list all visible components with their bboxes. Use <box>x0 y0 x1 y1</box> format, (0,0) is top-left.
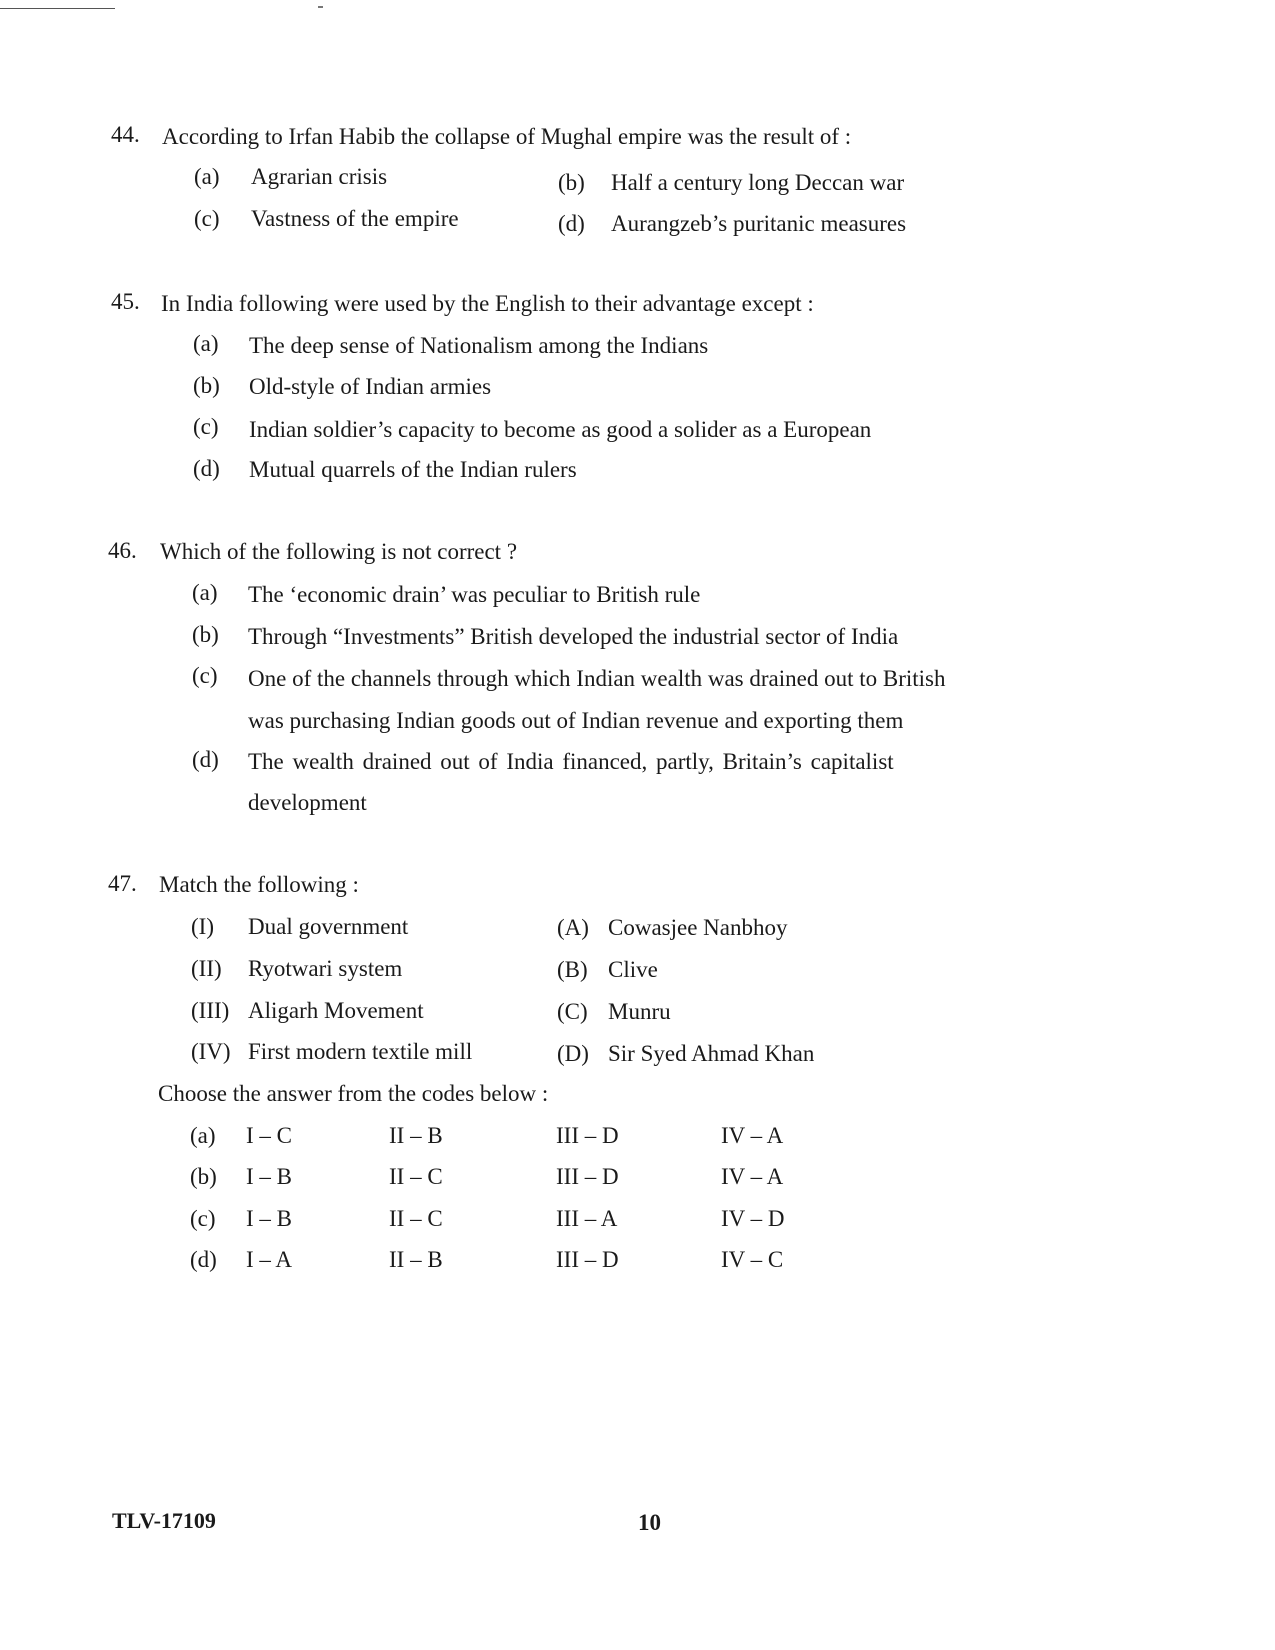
instruction-text: Choose the answer from the codes below : <box>158 1081 549 1106</box>
option-label: (c) <box>192 663 218 688</box>
option-text-line: was purchasing Indian goods out of Indian revenue and exporting them <box>248 708 904 733</box>
page-number: 10 <box>638 1510 661 1535</box>
option-text-line: One of the channels through which Indian wealth was drained out to British <box>248 666 946 691</box>
list-item-label: (B) <box>557 957 588 982</box>
code-cell: I – B <box>246 1206 292 1231</box>
code-label: (a) <box>190 1123 216 1148</box>
code-label: (b) <box>190 1164 217 1189</box>
list-item-label: (D) <box>557 1041 589 1066</box>
question-text: In India following were used by the English to their advantage except : <box>161 291 814 316</box>
code-cell: III – D <box>556 1164 619 1189</box>
question-text: Match the following : <box>159 872 359 897</box>
code-cell: I – C <box>246 1123 292 1148</box>
list-item-text: Aligarh Movement <box>248 998 424 1023</box>
option-label: (a) <box>192 580 218 605</box>
question-text: According to Irfan Habib the collapse of Mughal empire was the result of : <box>162 124 852 149</box>
code-cell: IV – A <box>721 1123 784 1148</box>
top-rule <box>0 8 115 9</box>
question-text: Which of the following is not correct ? <box>160 539 518 564</box>
option-label: (d) <box>192 747 219 772</box>
code-cell: III – A <box>556 1206 618 1231</box>
option-label: (a) <box>194 164 220 189</box>
code-cell: III – D <box>556 1123 619 1148</box>
option-label: (c) <box>193 414 219 439</box>
option-text: The ‘economic drain’ was peculiar to British rule <box>248 582 701 607</box>
question-number: 45. <box>111 289 140 314</box>
code-label: (d) <box>190 1247 217 1272</box>
list-item-text: Dual government <box>248 914 409 939</box>
question-number: 47. <box>108 871 137 896</box>
option-text: Aurangzeb’s puritanic measures <box>611 211 907 236</box>
option-label: (d) <box>558 211 585 236</box>
code-cell: IV – A <box>721 1164 784 1189</box>
list-item-label: (A) <box>557 915 589 940</box>
option-text: Half a century long Deccan war <box>611 170 905 195</box>
option-label: (b) <box>192 622 219 647</box>
option-text: Vastness of the empire <box>251 206 459 231</box>
list-item-label: (I) <box>191 914 214 939</box>
list-item-label: (C) <box>557 999 588 1024</box>
scan-mark <box>318 6 323 8</box>
list-item-text: First modern textile mill <box>248 1039 473 1064</box>
option-text: Mutual quarrels of the Indian rulers <box>249 457 577 482</box>
code-cell: II – B <box>389 1247 443 1272</box>
list-item-text: Munru <box>608 999 671 1024</box>
code-cell: IV – C <box>721 1247 784 1272</box>
option-text: Through “Investments” British developed the industrial sector of India <box>248 624 899 649</box>
code-cell: II – B <box>389 1123 443 1148</box>
option-label: (a) <box>193 331 219 356</box>
option-text: The deep sense of Nationalism among the Indians <box>249 333 709 358</box>
list-item-text: Clive <box>608 957 658 982</box>
code-cell: II – C <box>389 1164 443 1189</box>
code-cell: I – A <box>246 1247 292 1272</box>
question-number: 46. <box>108 538 137 563</box>
list-item-text: Cowasjee Nanbhoy <box>608 915 788 940</box>
code-cell: III – D <box>556 1247 619 1272</box>
option-label: (d) <box>193 456 220 481</box>
code-cell: I – B <box>246 1164 292 1189</box>
option-label: (b) <box>193 373 220 398</box>
code-label: (c) <box>190 1206 216 1231</box>
list-item-label: (IV) <box>191 1039 231 1064</box>
option-label: (b) <box>558 170 585 195</box>
list-item-text: Sir Syed Ahmad Khan <box>608 1041 815 1066</box>
code-cell: II – C <box>389 1206 443 1231</box>
list-item-text: Ryotwari system <box>248 956 403 981</box>
option-text: Indian soldier’s capacity to become as good a solider as a European <box>249 417 872 442</box>
list-item-label: (II) <box>191 956 222 981</box>
option-text-line: development <box>248 790 367 815</box>
option-text-line: The wealth drained out of India financed, partly, Britain’s capitalist <box>248 749 894 774</box>
option-text: Agrarian crisis <box>251 164 388 189</box>
booklet-code: TLV-17109 <box>112 1508 216 1533</box>
option-label: (c) <box>194 206 220 231</box>
list-item-label: (III) <box>191 998 230 1023</box>
question-number: 44. <box>111 122 140 147</box>
code-cell: IV – D <box>721 1206 785 1231</box>
option-text: Old-style of Indian armies <box>249 374 492 399</box>
